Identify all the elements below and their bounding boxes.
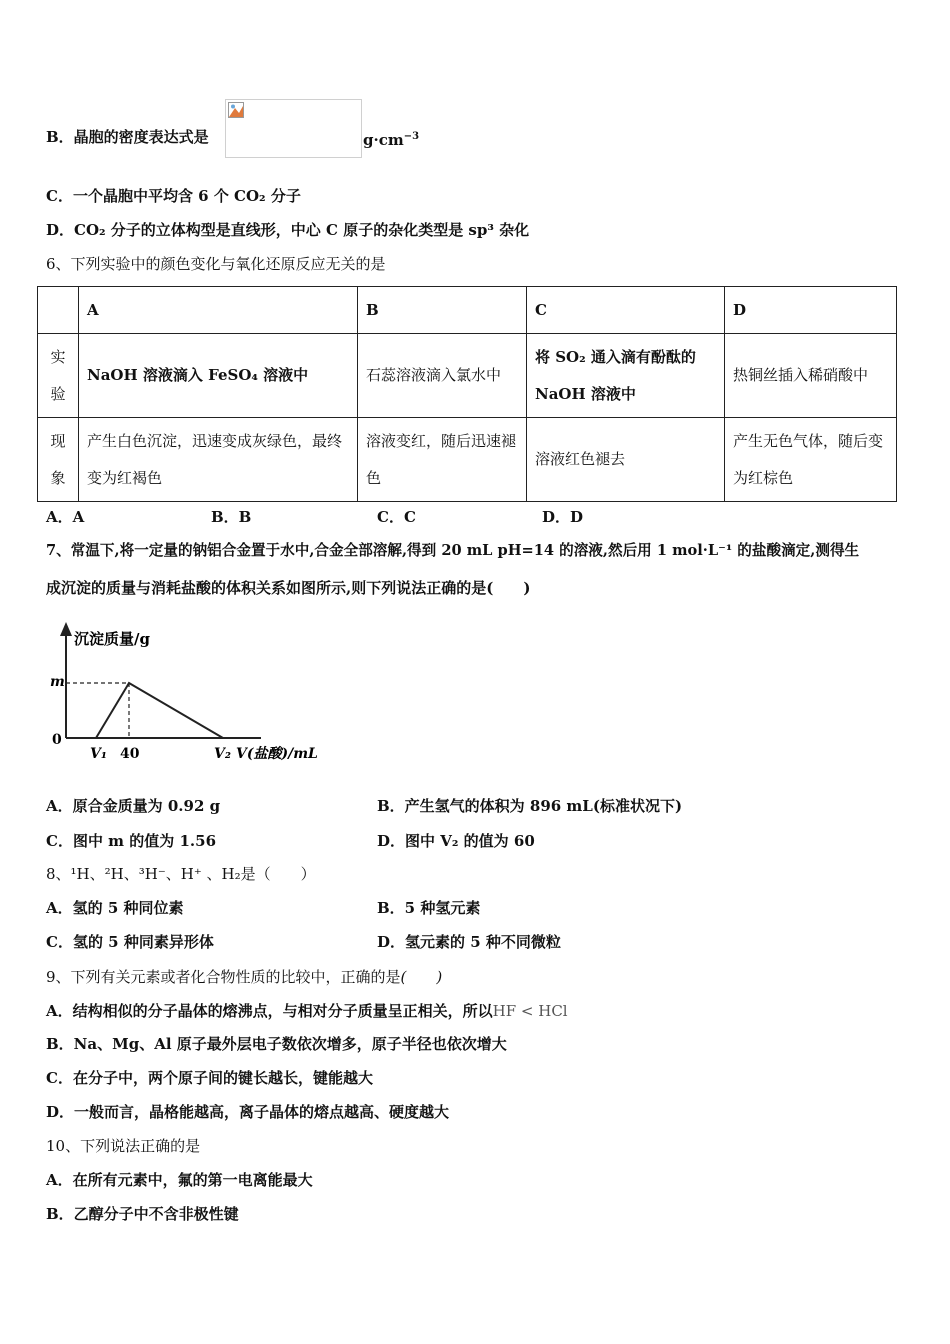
q7-stem-line1: 7、常温下,将一定量的钠铝合金置于水中,合金全部溶解,得到 20 mL pH=14 的溶液,然后用 1 mol·L⁻¹ 的盐酸滴定,测得生 — [46, 542, 860, 559]
q8-option-c: C．氢的 5 种同素异形体 — [46, 933, 214, 951]
q10-option-b: B．乙醇分子中不含非极性键 — [46, 1205, 239, 1223]
q7-chart — [46, 620, 346, 770]
q7-option-a: A．原合金质量为 0.92 g — [46, 797, 221, 815]
q6-exp-c: 将 SO₂ 通入滴有酚酞的 NaOH 溶液中 — [527, 334, 725, 418]
q6-option-a: A．A — [46, 508, 85, 526]
q6-table — [37, 286, 897, 502]
broken-formula-image — [225, 99, 362, 158]
q8-option-d: D．氢元素的 5 种不同微粒 — [377, 933, 561, 951]
q6-header-d: D — [725, 287, 897, 334]
x-tick-v2: V₂ — [214, 746, 231, 762]
q10-stem: 10、下列说法正确的是 — [46, 1137, 201, 1155]
x-axis-label: V(盐酸)/mL — [236, 746, 318, 762]
precipitate-curve — [96, 683, 223, 738]
q9-stem: 9、下列有关元素或者化合物性质的比较中，正确的是( ) — [46, 968, 443, 986]
q6-header-a: A — [79, 287, 358, 334]
q7-stem-line2: 成沉淀的质量与消耗盐酸的体积关系如图所示,则下列说法正确的是( ) — [46, 579, 531, 597]
q6-option-d: D．D — [542, 508, 584, 526]
q6-exp-b: 石蕊溶液滴入氯水中 — [358, 334, 527, 418]
q5-option-c: C．一个晶胞中平均含 6 个 CO₂ 分子 — [46, 187, 301, 205]
q6-option-b: B．B — [211, 508, 252, 526]
q5-option-b — [46, 127, 209, 147]
origin-label: 0 — [52, 732, 62, 748]
q8-option-b: B．5 种氢元素 — [377, 899, 481, 917]
q6-exp-a: NaOH 溶液滴入 FeSO₄ 溶液中 — [79, 334, 358, 418]
q8-option-a: A．氢的 5 种同位素 — [46, 899, 184, 917]
q6-stem: 6、下列实验中的颜色变化与氧化还原反应无关的是 — [46, 255, 386, 273]
y-tick-m: m — [50, 674, 65, 690]
q9-option-b: B．Na、Mg、Al 原子最外层电子数依次增多，原子半径也依次增大 — [46, 1035, 507, 1053]
q6-row-label-phenomenon: 现 象 — [38, 418, 79, 502]
q7-option-b: B．产生氢气的体积为 896 mL(标准状况下) — [377, 797, 683, 815]
q9-option-a: A．结构相似的分子晶体的熔沸点，与相对分子质量呈正相关，所以HF < HCl — [46, 1002, 568, 1020]
broken-image-icon — [228, 102, 244, 118]
q6-header-b: B — [358, 287, 527, 334]
q5-option-d: D．CO₂ 分子的立体构型是直线形，中心 C 原子的杂化类型是 sp³ 杂化 — [46, 221, 530, 239]
q5-option-b-text: B．晶胞的密度表达式是 — [46, 128, 209, 146]
q6-obs-a: 产生白色沉淀，迅速变成灰绿色，最终变为红褐色 — [79, 418, 358, 502]
q6-exp-d: 热铜丝插入稀硝酸中 — [725, 334, 897, 418]
q9-option-c: C．在分子中，两个原子间的键长越长，键能越大 — [46, 1069, 373, 1087]
q10-option-a: A．在所有元素中，氟的第一电离能最大 — [46, 1171, 313, 1189]
q6-obs-b: 溶液变红，随后迅速褪色 — [358, 418, 527, 502]
q8-stem: 8、¹H、²H、³H⁻、H⁺ 、H₂是（ ） — [46, 865, 316, 883]
q6-header-c: C — [527, 287, 725, 334]
q6-obs-c: 溶液红色褪去 — [527, 418, 725, 502]
q5-option-b-unit: $g\cdot cm^{-3}$ — [363, 131, 420, 149]
q7-option-c: C．图中 m 的值为 1.56 — [46, 832, 217, 850]
q6-row-label-experiment: 实 验 — [38, 334, 79, 418]
q6-obs-d: 产生无色气体，随后变为红棕色 — [725, 418, 897, 502]
x-tick-v1: V₁ — [90, 746, 107, 762]
y-axis-label: 沉淀质量/g — [74, 630, 150, 648]
q7-option-d: D．图中 V₂ 的值为 60 — [377, 832, 535, 850]
q9-option-d: D．一般而言，晶格能越高，离子晶体的熔点越高、硬度越大 — [46, 1103, 450, 1121]
q6-option-c: C．C — [377, 508, 416, 526]
q6-corner-cell — [38, 287, 79, 334]
x-tick-40: 40 — [120, 746, 140, 762]
